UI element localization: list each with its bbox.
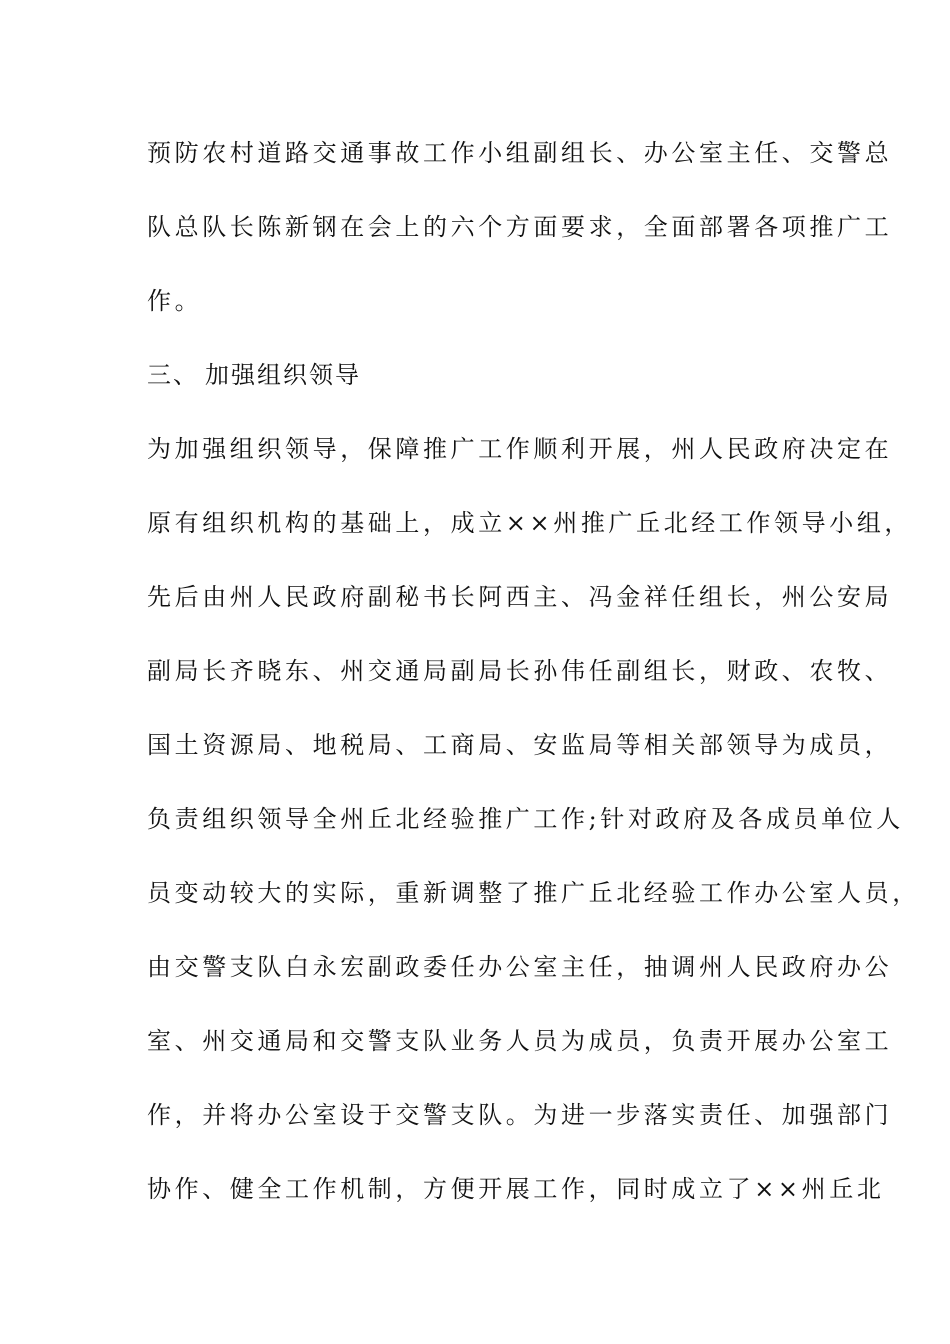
- body-line-6: 先后由州人民政府副秘书长阿西主、冯金祥任组长，州公安局: [147, 583, 893, 611]
- body-line-10: 员变动较大的实际，重新调整了推广丘北经验工作办公室人员，: [147, 879, 920, 907]
- body-line-4: 为加强组织领导，保障推广工作顺利开展，州人民政府决定在: [147, 435, 893, 463]
- body-line-1: 预防农村道路交通事故工作小组副组长、办公室主任、交警总: [147, 139, 893, 167]
- body-line-5: 原有组织机构的基础上，成立××州推广丘北经工作领导小组，: [147, 509, 913, 537]
- body-line-3: 作。: [147, 287, 203, 315]
- section-number: 三、: [147, 361, 199, 389]
- section-title: 加强组织领导: [205, 361, 361, 389]
- body-line-11: 由交警支队白永宏副政委任办公室主任，抽调州人民政府办公: [147, 953, 893, 981]
- body-line-12: 室、州交通局和交警支队业务人员为成员，负责开展办公室工: [147, 1027, 893, 1055]
- body-line-9: 负责组织领导全州丘北经验推广工作;针对政府及各成员单位人: [147, 805, 904, 833]
- body-line-8: 国土资源局、地税局、工商局、安监局等相关部领导为成员，: [147, 731, 893, 759]
- body-line-14: 协作、健全工作机制，方便开展工作，同时成立了××州丘北: [147, 1175, 885, 1203]
- section-heading: [147, 360, 827, 390]
- body-line-2: 队总队长陈新钢在会上的六个方面要求，全面部署各项推广工: [147, 213, 893, 241]
- body-line-7: 副局长齐晓东、州交通局副局长孙伟任副组长，财政、农牧、: [147, 657, 893, 685]
- body-line-13: 作，并将办公室设于交警支队。为进一步落实责任、加强部门: [147, 1101, 893, 1129]
